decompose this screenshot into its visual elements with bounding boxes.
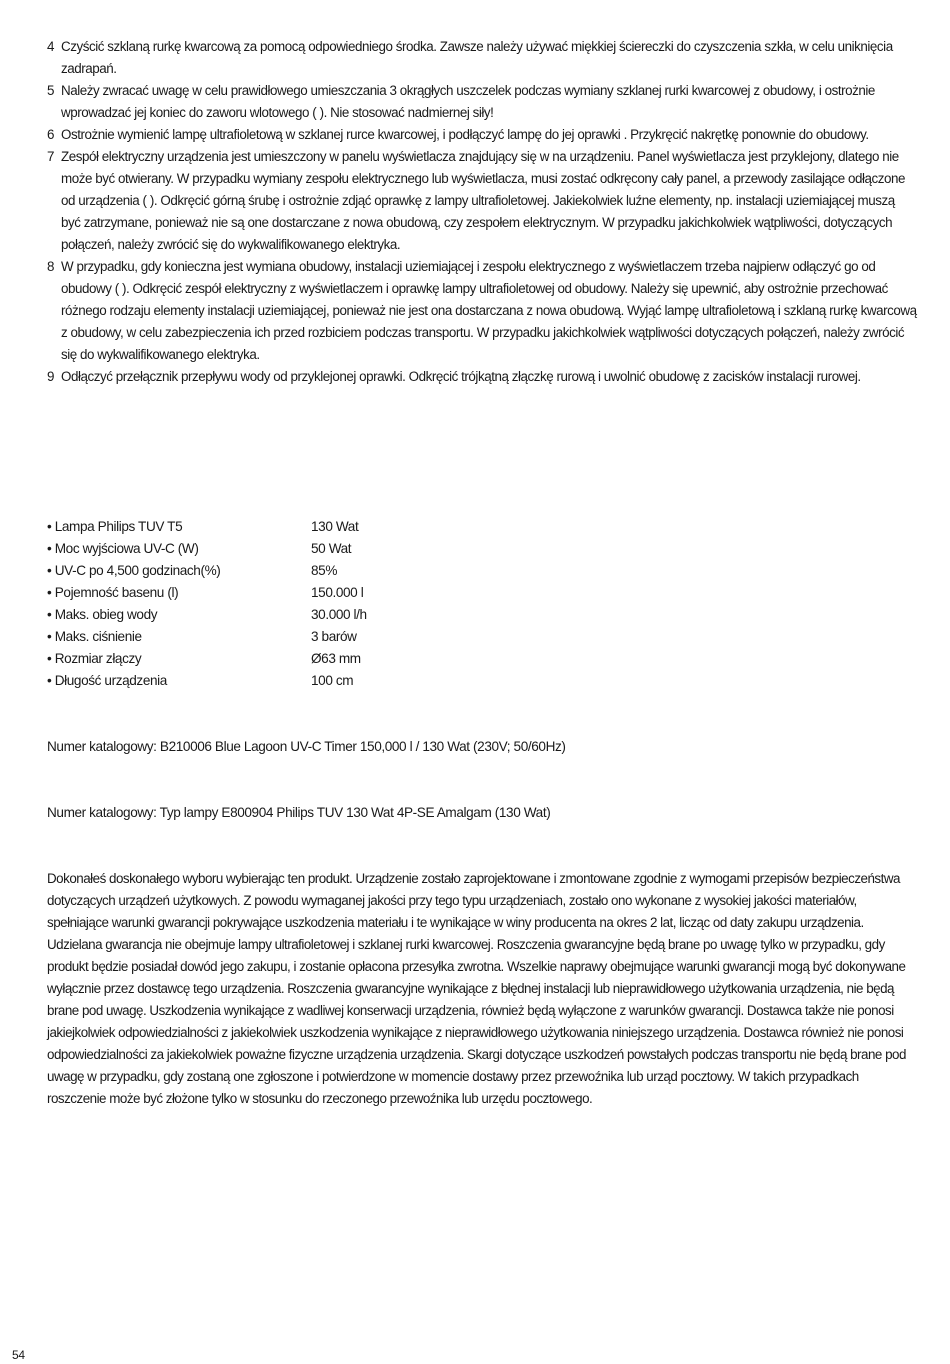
spec-label: • Lampa Philips TUV T5 — [47, 519, 183, 534]
instruction-step-4 — [47, 36, 917, 80]
step-number: 9 — [47, 369, 54, 384]
step-text: Odłączyć przełącznik przepływu wody od przyklejonej oprawki. Odkręcić trójkątną złączkę rurową i uwolnić obudowę z zacisków instalacji rurowej. — [61, 369, 861, 384]
spec-row — [47, 648, 467, 670]
step-text: Należy zwracać uwagę w celu prawidłowego umieszczania 3 okrągłych uszczelek podczas wymiany szklanej rurki kwarcowej z obudowy, i ostrożnie wprowadzać jej koniec do zaworu wlotowego ( ). Nie stosować nadmiernej siły! — [61, 83, 875, 120]
step-text: Zespół elektryczny urządzenia jest umieszczony w panelu wyświetlacza znajdujący się w na urządzeniu. Panel wyświetlacza jest przyklejony, dlatego nie może być otwierany. W przypadku wymiany zespołu elektrycznego lub wyświetlacza, musi zostać odkręcony cały panel, a przewody zasilające odłączone od urządzenia ( ). Odkręcić górną śrubę i ostrożnie zdjąć oprawkę z lampy ultrafioletowej. Jakiekolwiek luźne elementy, np. instalacji uziemiającej muszą być zatrzymane, ponieważ nie są one dostarczane z nowa obudową, czy zespołem elektrycznym. W przypadku jakichkolwiek wątpliwości, dotyczących połączeń, należy zwrócić się do wykwalifikowanego elektryka. — [61, 149, 905, 252]
instruction-step-6 — [47, 124, 917, 146]
spec-label: • UV-C po 4,500 godzinach(%) — [47, 563, 221, 578]
spec-row — [47, 670, 467, 692]
spec-value: 100 cm — [311, 673, 354, 688]
step-text: Ostrożnie wymienić lampę ultrafioletową w szklanej rurce kwarcowej, i podłączyć lampę do jej oprawki . Przykręcić nakrętkę ponownie do obudowy. — [61, 127, 869, 142]
spec-row — [47, 516, 467, 538]
warranty-paragraph: Dokonałeś doskonałego wyboru wybierając ten produkt. Urządzenie zostało zaprojektowane i zmontowane zgodnie z wymogami przepisów bezpieczeństwa dotyczących urządzeń użytkowych. Z powodu wymaganej jakości przy tego typu urządzeniach, zostało ono wykonane z wysokiej jakości materiałów, spełniające warunki gwarancji pokrywające uszkodzenia materiału i te wynikające w winy producenta na okres 2 lat, licząc od daty zakupu urządzenia. Udzielana gwarancja nie obejmuje lampy ultrafioletowej i szklanej rurki kwarcowej. Roszczenia gwarancyjne będą brane po uwagę tylko w przypadku, gdy produkt będzie posiadał dowód jego zakupu, i zostanie opłacona przesyłka zwrotna. Wszelkie naprawy obejmujące warunki gwarancji mogą być dokonywane wyłącznie przez dostawcę tego urządzenia. Roszczenia gwarancyjne wynikające z błędnej instalacji lub nieprawidłowego użytkowania urządzenia, nie będą brane pod uwagę. Uszkodzenia wynikające z wadliwej konserwacji urządzenia, również będą wyłączone z warunków gwarancji. Dostawca także nie ponosi jakiejkolwiek odpowiedzialności z jakiekolwiek uszkodzenia wynikające z nieprawidłowego użytkowania niniejszego urządzenia. Dostawca również nie ponosi odpowiedzialności za jakiekolwiek poważne fizyczne urządzenia urządzenia. Skargi dotyczące uszkodzeń powstałych podczas transportu nie będą brane pod uwagę w przypadku, gdy zostaną one zgłoszone i potwierdzone w momencie dostawy przez przewoźnika lub urząd pocztowy. W takich przypadkach roszczenie może być złożone tylko w stosunku do rzeczonego przewoźnika lub urzędu pocztowego. — [47, 871, 906, 1106]
spec-row — [47, 560, 467, 582]
instruction-step-5 — [47, 80, 917, 124]
catalog-number-device: Numer katalogowy: B210006 Blue Lagoon UV-C Timer 150,000 l / 130 Wat (230V; 50/60Hz) — [47, 739, 566, 754]
spec-value: 150.000 l — [311, 585, 364, 600]
instruction-step-9 — [47, 366, 917, 388]
step-number: 6 — [47, 127, 54, 142]
instruction-steps — [47, 36, 917, 388]
step-text: W przypadku, gdy konieczna jest wymiana obudowy, instalacji uziemiającej i zespołu elektrycznego z wyświetlaczem trzeba najpierw odłączyć go od obudowy ( ). Odkręcić zespół elektryczny z wyświetlaczem i oprawkę lampy ultrafioletowej od obudowy. Należy się upewnić, aby ostrożnie przechować różnego rodzaju elementy instalacji uziemiającej, ponieważ nie jest ona dostarczana z nowa obudową. Wyjąć lampę ultrafioletową i szklaną rurkę kwarcową z obudowy, w celu zabezpieczenia ich przed rozbiciem podczas transportu. W przypadku jakichkolwiek wątpliwości dotyczących połączeń, należy zwrócić się do wykwalifikowanego elektryka. — [61, 259, 917, 362]
spec-value: 30.000 l/h — [311, 607, 367, 622]
spec-label: • Rozmiar złączy — [47, 651, 142, 666]
spec-value: Ø63 mm — [311, 651, 361, 666]
technical-specs — [47, 516, 467, 692]
instruction-step-8 — [47, 256, 917, 366]
spec-label: • Maks. ciśnienie — [47, 629, 142, 644]
step-number: 4 — [47, 39, 54, 54]
spec-label: • Pojemność basenu (l) — [47, 585, 179, 600]
page-number: 54 — [12, 1348, 25, 1362]
spec-label: • Moc wyjściowa UV-C (W) — [47, 541, 199, 556]
spec-row — [47, 604, 467, 626]
catalog-number-lamp: Numer katalogowy: Typ lampy E800904 Philips TUV 130 Wat 4P-SE Amalgam (130 Wat) — [47, 805, 551, 820]
instruction-step-7 — [47, 146, 917, 256]
spec-value: 130 Wat — [311, 519, 359, 534]
spec-row — [47, 626, 467, 648]
spec-label: • Długość urządzenia — [47, 673, 167, 688]
spec-value: 85% — [311, 563, 338, 578]
step-number: 7 — [47, 149, 54, 164]
step-text: Czyścić szklaną rurkę kwarcową za pomocą odpowiedniego środka. Zawsze należy używać miękkiej ściereczki do czyszczenia szkła, w celu uniknięcia zadrapań. — [61, 39, 893, 76]
spec-value: 3 barów — [311, 629, 357, 644]
spec-label: • Maks. obieg wody — [47, 607, 158, 622]
spec-row — [47, 538, 467, 560]
step-number: 5 — [47, 83, 54, 98]
spec-row — [47, 582, 467, 604]
step-number: 8 — [47, 259, 54, 274]
spec-value: 50 Wat — [311, 541, 352, 556]
